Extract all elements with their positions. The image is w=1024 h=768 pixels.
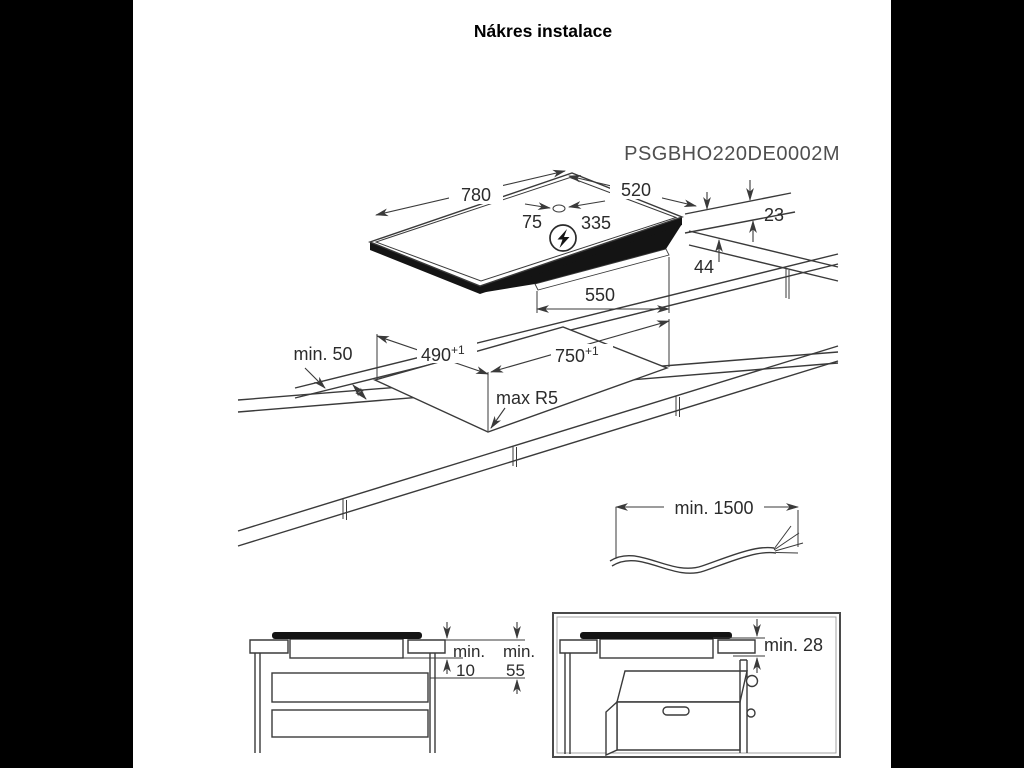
drawer-front-1: [272, 673, 428, 702]
oven-clearance-view: [553, 613, 840, 757]
installation-diagram: [133, 0, 891, 768]
power-connection-icon: [550, 225, 576, 251]
counter-cross-section: [250, 632, 445, 658]
dim-44-group: [694, 240, 719, 277]
oven-handle: [663, 707, 689, 715]
cabinet-structure: [255, 653, 435, 753]
dim-label-550: 550: [584, 285, 616, 305]
dim-label-min55-min: min.: [503, 642, 536, 661]
dim-label-520: 520: [620, 180, 652, 200]
dim-label-min10-val: 10: [456, 661, 475, 680]
dim-label-23: 23: [764, 205, 785, 225]
hob-isometric-view: [370, 171, 838, 313]
dim-label-maxr5: max R5: [496, 388, 559, 408]
drawer-clearance-view: [250, 622, 535, 753]
drawer-front-2: [272, 710, 428, 737]
dim-label-75: 75: [521, 212, 543, 232]
cable-view: [610, 497, 803, 573]
diagram-page: [133, 0, 891, 768]
model-code: PSGBHO220DE0002M: [624, 143, 840, 165]
page-title: Nákres instalace: [473, 21, 613, 41]
dim-label-780: 780: [460, 185, 492, 205]
dim-label-335: 335: [580, 213, 612, 233]
dim-label-min28: min. 28: [764, 635, 824, 655]
power-cable: [610, 526, 803, 573]
hob-glass-profile: [272, 632, 422, 639]
dim-label-44: 44: [693, 257, 714, 277]
dim-label-min55-val: 55: [506, 661, 525, 680]
dim-label-750: $750^{+1}$: [555, 344, 599, 366]
oven-knob-2: [747, 709, 755, 717]
dim-label-min50: min. 50: [293, 344, 353, 364]
dim-23-group: [707, 180, 784, 242]
dim-label-min10-min: min.: [453, 642, 486, 661]
dim-label-min1500: min. 1500: [674, 498, 754, 518]
dim-label-490: $490^{+1}$: [421, 343, 465, 365]
oven-knob-1: [747, 676, 758, 687]
built-in-oven: [606, 660, 758, 755]
hob-glass-profile-2: [580, 632, 732, 639]
